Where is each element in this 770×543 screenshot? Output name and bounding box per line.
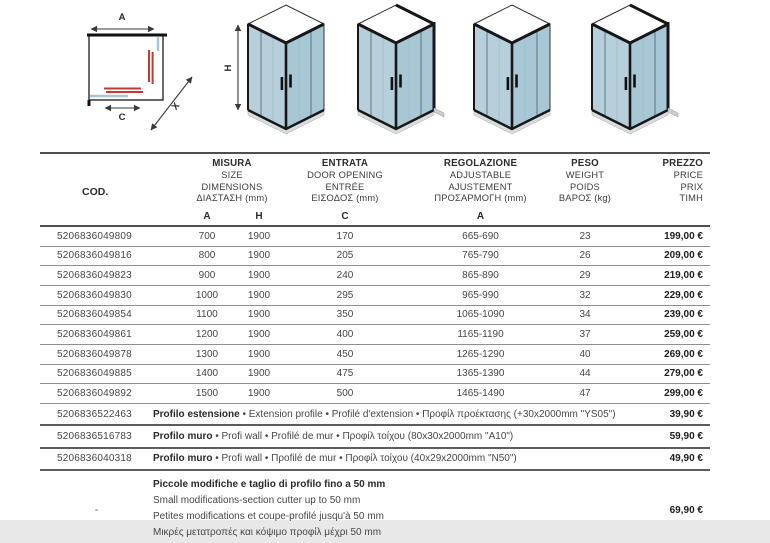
profile-name: Profilo muro [153,430,213,442]
price: 199,00 € [664,230,703,242]
adjustable-range: 865-890 [462,270,499,282]
table-row [40,247,710,267]
header-line: AJUSTEMENT [448,181,513,192]
size-h: 1900 [247,368,271,380]
price: 69,90 € [669,504,703,516]
size-a: 1000 [195,289,219,301]
header-line: PREZZO [662,158,703,169]
shower-enclosure-diagram-4 [592,5,678,134]
header-line: WEIGHT [565,169,605,180]
table-row [40,286,710,306]
table-row [40,345,710,365]
price: 269,00 € [664,348,703,360]
profile-row [40,404,710,426]
weight: 34 [579,309,591,321]
table-row [40,227,710,247]
price: 279,00 € [664,368,703,380]
note-line-gr: Μικρές μετατροπές και κόψιμο προφίλ μέχρι 50 mm [153,526,382,538]
header-line: ΠΡΟΣΑΡΜΟΓΗ (mm) [434,193,527,204]
door-opening: 295 [336,289,354,301]
modifications-row [40,471,710,543]
product-code: 5206836049816 [57,250,132,262]
profile-description [153,453,615,464]
profile-translations: • Profi wall • Προfilé de mur • Προφίλ τοίχου (40x29x2000mm "N50") [212,453,517,465]
note-line-en: Small modifications-section cutter up to 50 mm [153,494,361,506]
dimension-label-a: A [118,12,126,23]
size-a: 800 [198,250,216,262]
header-line: ΤΙΜΗ [679,193,703,204]
adjustable-range: 1165-1190 [457,329,504,341]
note-line-it: Piccole modifiche e taglio di profilo fino a 50 mm [153,478,386,490]
product-code: 5206836049861 [57,329,132,341]
product-code: 5206836049854 [57,309,132,321]
profile-translations: • Profi wall • Profilé de mur • Προφίλ τοίχου (80x30x2000mm "A10") [212,430,514,442]
door-opening: 450 [336,348,354,360]
header-line: REGOLAZIONE [443,158,518,169]
weight: 47 [579,388,591,400]
height-dimension [223,25,238,110]
size-a: 1400 [195,368,219,380]
weight: 40 [579,348,591,360]
profile-row [40,426,710,448]
table-row [40,325,710,345]
size-a: 700 [198,230,216,242]
product-code: 5206836040318 [57,453,132,465]
header-misura [180,158,284,225]
header-line: PRICE [673,169,703,180]
size-h: 1900 [247,270,271,282]
size-h: 1900 [247,348,271,360]
adjustable-range: 665-690 [462,230,499,242]
door-opening: 475 [336,368,354,380]
header-line: ΔΙΑΣΤΑΣΗ (mm) [196,193,268,204]
price: 259,00 € [664,329,703,341]
dimension-label-h: H [223,64,234,72]
table-row [40,266,710,286]
size-a: 1200 [195,329,219,341]
weight: 26 [579,250,591,262]
profile-name: Profilo estensione [153,408,240,420]
header-entrata [284,158,406,225]
adjustable-range: 1465-1490 [456,388,505,400]
shower-enclosure-diagram-1 [248,5,324,134]
price: 39,90 € [669,408,703,420]
weight: 44 [579,368,591,380]
header-cod: COD. [82,185,109,198]
adjustable-range: 1365-1390 [456,368,505,380]
size-h: 1900 [247,250,271,262]
price: 299,00 € [664,388,703,400]
subcol-h: H [255,210,263,222]
product-code: 5206836049809 [57,230,132,242]
adjustable-range: 1265-1290 [456,348,505,360]
table-row [40,365,710,385]
spec-table [40,152,710,543]
product-code: 5206836049823 [57,270,132,282]
product-code: 5206836049878 [57,348,132,360]
product-diagrams [0,0,770,150]
header-prezzo [615,158,710,225]
product-code: 5206836049885 [57,368,132,380]
size-h: 1900 [247,230,271,242]
shower-enclosure-diagram-3 [474,5,550,134]
weight: 23 [579,230,591,242]
weight: 32 [579,289,591,301]
door-opening: 350 [336,309,354,321]
header-line: SIZE [221,169,243,180]
subcol-a2: A [476,210,485,222]
door-opening: 205 [336,250,354,262]
adjustable-range: 965-990 [462,289,499,301]
weight: 29 [579,270,591,282]
price: 239,00 € [664,309,703,321]
door-opening: 400 [336,329,354,341]
product-code: 5206836049830 [57,289,132,301]
table-header [40,152,710,227]
table-row [40,384,710,404]
header-line: ΒΑΡΟΣ (kg) [558,193,612,204]
weight: 37 [579,329,591,341]
door-opening: 170 [336,230,354,242]
profile-name: Profilo muro [153,453,213,465]
price: 49,90 € [669,453,703,465]
product-code: - [94,504,99,516]
profile-description [153,409,615,420]
shower-enclosure-diagram-2 [358,5,444,134]
size-h: 1900 [247,309,271,321]
size-a: 900 [198,270,216,282]
profile-description [153,431,615,442]
price: 219,00 € [664,270,703,282]
size-a: 1100 [196,309,218,321]
top-view-diagram [87,12,192,130]
price: 229,00 € [664,289,703,301]
header-line: PRIX [680,181,703,192]
size-h: 1900 [247,388,271,400]
header-line: PESO [571,158,599,169]
adjustable-range: 1065-1090 [456,309,505,321]
size-a: 1500 [195,388,219,400]
price: 59,90 € [669,430,703,442]
door-opening: 240 [336,270,354,282]
modifications-description [153,477,615,543]
product-code: 5206836522463 [57,408,132,420]
profile-row [40,449,710,471]
header-peso [555,158,615,225]
header-line: DIMENSIONS [201,181,263,192]
header-line: DOOR OPENING [307,169,383,180]
product-code: 5206836049892 [57,388,132,400]
header-line: POIDS [570,181,600,192]
price: 209,00 € [664,250,703,262]
size-h: 1900 [247,329,271,341]
dimension-label-c: C [118,112,126,123]
table-row [40,306,710,326]
adjustable-range: 765-790 [462,250,499,262]
size-a: 1300 [195,348,219,360]
door-opening: 500 [336,388,354,400]
subcol-a: A [203,210,211,222]
subcol-c: C [341,210,349,222]
note-line-fr: Petites modifications et coupe-profilé jusqu'à 50 mm [153,510,384,522]
header-line: ENTRÉE [325,181,365,192]
header-regolazione [406,158,555,225]
size-h: 1900 [247,289,271,301]
product-code: 5206836516783 [57,430,132,442]
header-line: MISURA [212,158,252,169]
header-line: ΕΙΣΟΔΟΣ (mm) [311,193,379,204]
dimension-label-x: X [169,100,183,113]
header-line: ENTRATA [321,158,369,169]
header-line: ADJUSTABLE [449,169,512,180]
profile-translations: • Extension profile • Profilé d'extension • Προφίλ προέκτασης (+30x2000mm "YS05") [239,408,616,420]
